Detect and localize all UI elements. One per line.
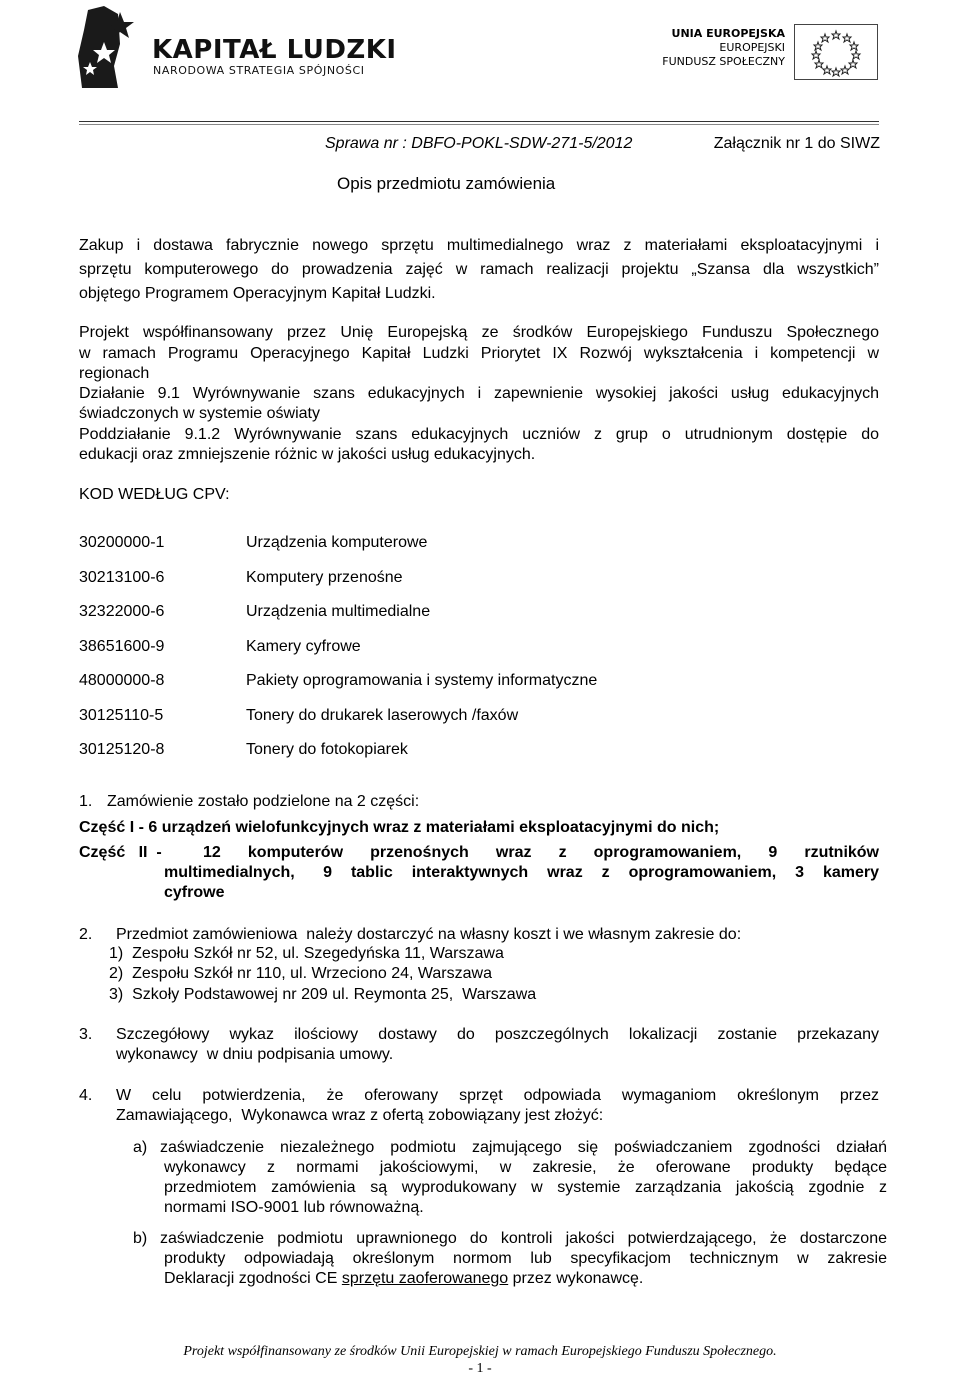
item-b-line-3 [164,1269,887,1289]
cpv-code: 30200000-1 [79,534,165,551]
page-title: Opis przedmiotu zamówienia [337,174,556,193]
item-b-line-3-post: przez wykonawcę. [508,1270,644,1287]
item-a-line-2: wykonawcy z normami jakościowymi, w zakresie, że oferowane produkty będące [164,1159,887,1176]
cpv-code: 30125120-8 [79,741,165,758]
kapital-ludzki-logo [74,4,397,90]
part2-line-1: 12 komputerów przenośnych wraz z oprogramowaniem, 9 rzutników [203,844,879,861]
annex-label: Załącznik nr 1 do SIWZ [713,135,880,152]
item-b-underlined-text: sprzętu zaoferowanego [341,1270,509,1287]
eu-logo [660,24,880,80]
intro-line-2: sprzętu komputerowego do prowadzenia zajęć w ramach realizacji projektu „Szansa dla wszystkich” [79,261,879,278]
item-b-line-1: zaświadczenie podmiotu uprawnionego do kontroli jakości potwierdzającego, że dostarczone [160,1230,887,1247]
delivery-item: 1) Zespołu Szkół nr 52, ul. Szegedyńska 11, Warszawa [109,945,504,962]
cpv-desc: Urządzenia komputerowe [246,534,428,551]
intro-line-3: objętego Programem Operacyjnym Kapitał Ludzki. [79,285,436,302]
section3-number: 3. [79,1026,93,1043]
section3-line-2: wykonawcy w dniu podpisania umowy. [116,1046,394,1063]
cpv-code: 48000000-8 [79,672,165,689]
section3-line-1: Szczegółowy wykaz ilościowy dostawy do poszczególnych lokalizacji zostanie przekazany [116,1026,879,1043]
cpv-desc: Komputery przenośne [246,569,403,586]
cpv-code: 30125110-5 [79,707,164,724]
item-a-line-1: zaświadczenie niezależnego podmiotu zajmującego się poświadczaniem zgodności działań [160,1139,887,1156]
header-rule [79,121,879,122]
item-a-label: a) [133,1139,148,1156]
section1-text: Zamówienie zostało podzielone na 2 części: [107,793,420,810]
header-rule-secondary [79,124,879,125]
project-line-1: Projekt współfinansowany przez Unię Europejską ze środków Europejskiego Funduszu Społecznego [79,324,879,341]
page-number: - 1 - [468,1361,492,1376]
intro-line-1: Zakup i dostawa fabrycznie nowego sprzętu multimedialnego wraz z materiałami eksploatacyjnymi i [79,237,879,254]
project-line-7: edukacji oraz zmniejszenie różnic w jakości usług edukacyjnych. [79,446,536,463]
cpv-desc: Urządzenia multimedialne [246,603,431,620]
project-line-4: Działanie 9.1 Wyrównywanie szans edukacyjnych i zapewnienie wysokiej jakości usług edukacyjnych [79,385,879,402]
cpv-desc: Tonery do drukarek laserowych /faxów [246,707,519,724]
project-line-2: w ramach Programu Operacyjnego Kapitał Ludzki Priorytet IX Rozwój wykształcenia i kompetencji w [79,345,879,362]
eu-flag-icon [794,24,878,80]
section2-text: Przedmiot zamówieniowa należy dostarczyć na własny koszt i we własnym zakresie do: [116,926,742,943]
project-line-3: regionach [79,365,150,382]
cpv-desc: Tonery do fotokopiarek [246,741,408,758]
part2-line-2: multimedialnych, 9 tablic interaktywnych wraz z oprogramowaniem, 3 kamery [164,864,879,881]
eu-line3: FUNDUSZ SPOŁECZNY [662,55,785,68]
case-number: Sprawa nr : DBFO-POKL-SDW-271-5/2012 [325,135,633,152]
item-b-line-2: produkty odpowiadają określonym normom lub specyfikacjom technicznym w zakresie [164,1250,887,1267]
item-a-line-3: przedmiotem zamówienia są wyprodukowany w systemie zarządzania jakością zgodnie z [164,1179,887,1196]
cpv-code: 32322000-6 [79,603,165,620]
section2-number: 2. [79,926,93,943]
logo-subtitle: NARODOWA STRATEGIA SPÓJNOŚCI [153,64,365,77]
part1-text: Część I - 6 urządzeń wielofunkcyjnych wraz z materiałami eksploatacyjnymi do nich; [79,819,720,836]
cpv-code: 30213100-6 [79,569,165,586]
eu-line2: EUROPEJSKI [719,41,785,54]
section4-number: 4. [79,1087,93,1104]
part2-label: Część II - [79,844,162,861]
cpv-desc: Kamery cyfrowe [246,638,361,655]
delivery-item: 2) Zespołu Szkół nr 110, ul. Wrzeciono 24, Warszawa [109,965,492,982]
cpv-code: 38651600-9 [79,638,165,655]
project-line-6: Poddziałanie 9.1.2 Wyrównywanie szans edukacyjnych uczniów z grup o utrudnionym dostępie do [79,426,879,443]
section4-line-1: W celu potwierdzenia, że oferowany sprzęt odpowiada wymaganiom określonym przez [116,1087,879,1104]
item-b-line-3-pre: Deklaracji zgodności CE [164,1270,342,1287]
delivery-item: 3) Szkoły Podstawowej nr 209 ul. Reymonta 25, Warszawa [109,986,537,1003]
item-b-label: b) [133,1230,148,1247]
project-line-5: świadczonych w systemie oświaty [79,405,320,422]
cpv-desc: Pakiety oprogramowania i systemy informatyczne [246,672,598,689]
part2-line-3: cyfrowe [164,884,225,901]
footer-text: Projekt współfinansowany ze środków Unii Europejskiej w ramach Europejskiego Funduszu Społecznego. [183,1344,777,1359]
cpv-heading: KOD WEDŁUG CPV: [79,486,230,503]
item-a-line-4: normami ISO-9001 lub równoważną. [164,1199,424,1216]
section4-line-2: Zamawiającego, Wykonawca wraz z ofertą zobowiązany jest złożyć: [116,1107,604,1124]
section1-number: 1. [79,793,93,810]
eu-line1: UNIA EUROPEJSKA [671,27,785,40]
logo-title: KAPITAŁ LUDZKI [152,35,397,65]
kapital-ludzki-emblem-icon [74,4,134,90]
